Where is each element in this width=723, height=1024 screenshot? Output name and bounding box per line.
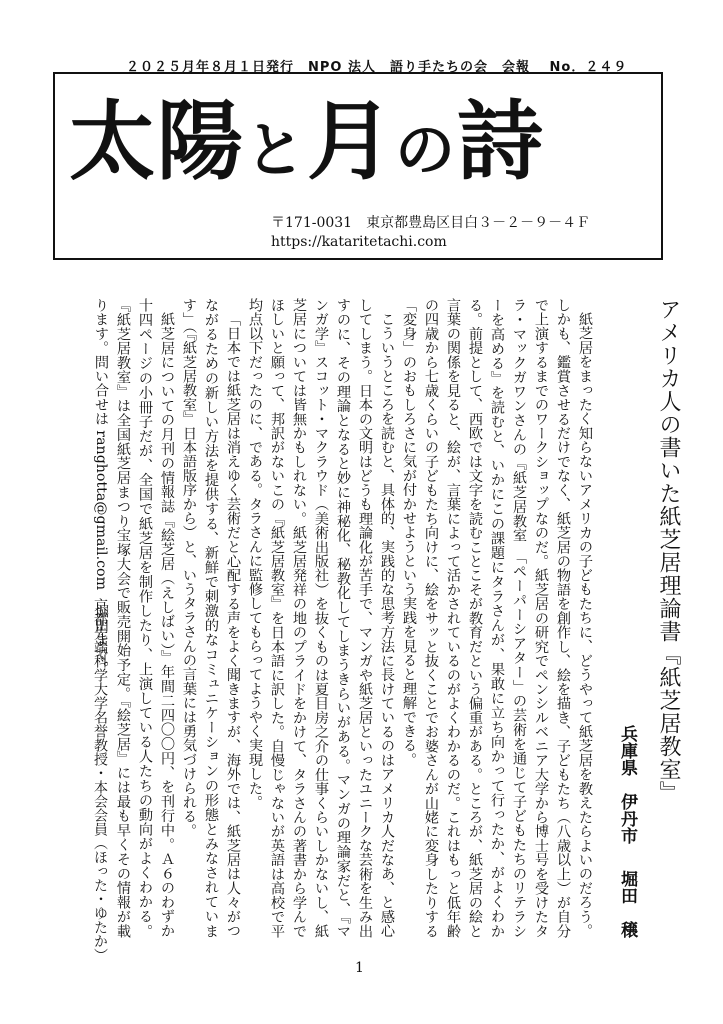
- paragraph: 紙芝居についての月刊の情報誌『絵芝居（えしばい）』年間二四〇〇円、を刊行中。Ａ６のわずか十四ページの小冊子だが、全国で紙芝居を制作したり、上演している人たちの動向がよくわかる。『紙芝居教室』は全国紙芝居まつり宝塚大会で販売開始予定。『絵芝居』には最も早くその情報が載ります。問い合せは ranghotta@gmail.com 堀田まで。: [93, 298, 175, 938]
- paragraph: こういうところを読むと、具体的、実践的な思考方法に長けているのはアメリカ人だなあ、と感心してしまう。日本の文明はどうも理論化が苦手で、マンガや紙芝居といったユニークな芸術を生み出すのに、その理論となると妙に神秘化、秘教化してしまうきらいがある。マンガの理論家だと、『マンガ学』スコット・マクラウド（美術出版社）を抜くものは夏目房之介の仕事くらいしかないし、紙芝居については皆無かもしれない。紙芝居発祥の地のプライドをかけて、タラさんの著書から学んでほしいと願って、邦訳がないこの『紙芝居教室』を日本語に訳した。自慢じゃないが英語は高校で平均点以下だったのに、である。タラさんに監修してもらってようやく実現した。: [247, 298, 395, 938]
- masthead-title-part: と: [245, 116, 307, 186]
- website-url[interactable]: https://kataritetachi.com: [271, 234, 447, 250]
- masthead-title: [69, 92, 649, 192]
- author-signature: 京都先端科学大学名誉教授・本会会員（ほった・ゆたか）: [92, 598, 108, 962]
- article: [44, 298, 684, 962]
- paragraph: 紙芝居をまったく知らないアメリカの子どもたちに、どうやって紙芝居を教えたらよいのだろう。しかも、鑑賞させるだけでなく、紙芝居の物語を創作し、絵を描き、子どもたち（八歳以上）が自分で上演するまでのワークショップなのだ。紙芝居の研究でペンシルベニア大学から博士号を受けたタラ・マックガワンさんの『紙芝居教室 「ペーパーシアター」の芸術を通じて子どもたちのリテラシーを高める』を読むと、いかにこの課題にタラさんが、果敢に立ち向かって行ったか、がよくわかる。前提として、西欧では文字を読むことこそが教育だという偏重がある。ところが、紙芝居の絵と言葉の関係を見ると、絵が、言葉によって活かされているのがよくわかるのだ。これはもっと低年齢の四歳から七歳くらいの子どもたち向けに、絵をサッと抜くことでお婆さんが山姥に変身したりする「変身」のおもしろさに気が付かせようという実践を見ると理解できる。: [401, 298, 593, 938]
- page-number: 1: [355, 960, 364, 976]
- author-location: 兵庫県 伊丹市: [617, 725, 637, 844]
- paragraph: 「日本では紙芝居は消えゆく芸術だと心配する声をよく聞きますが、海外では、紙芝居は人々がつながるための新しい方法を提供する、新鮮で刺激的なコミュニケーションの形態とみなされています」（『紙芝居教室』日本語版序から）と、いうタラさんの言葉には勇気づけられる。: [181, 298, 241, 938]
- masthead-title-part: 太陽: [69, 92, 245, 192]
- masthead-title-part: の: [395, 116, 457, 186]
- author-name: 堀田 穣: [617, 870, 637, 938]
- masthead: [53, 72, 663, 260]
- issue-info-line: ２０２５月年８月１日発行 NPO 法人 語り手たちの会 会報 No．２４９: [126, 60, 628, 75]
- article-headline: アメリカ人の書いた紙芝居理論書『紙芝居教室』: [656, 298, 681, 804]
- masthead-title-part: 詩: [457, 92, 545, 192]
- address: 〒171-0031 東京都豊島区目白３－２－９－４Ｆ: [271, 215, 591, 231]
- byline: [610, 298, 640, 938]
- masthead-title-part: 月: [307, 92, 395, 192]
